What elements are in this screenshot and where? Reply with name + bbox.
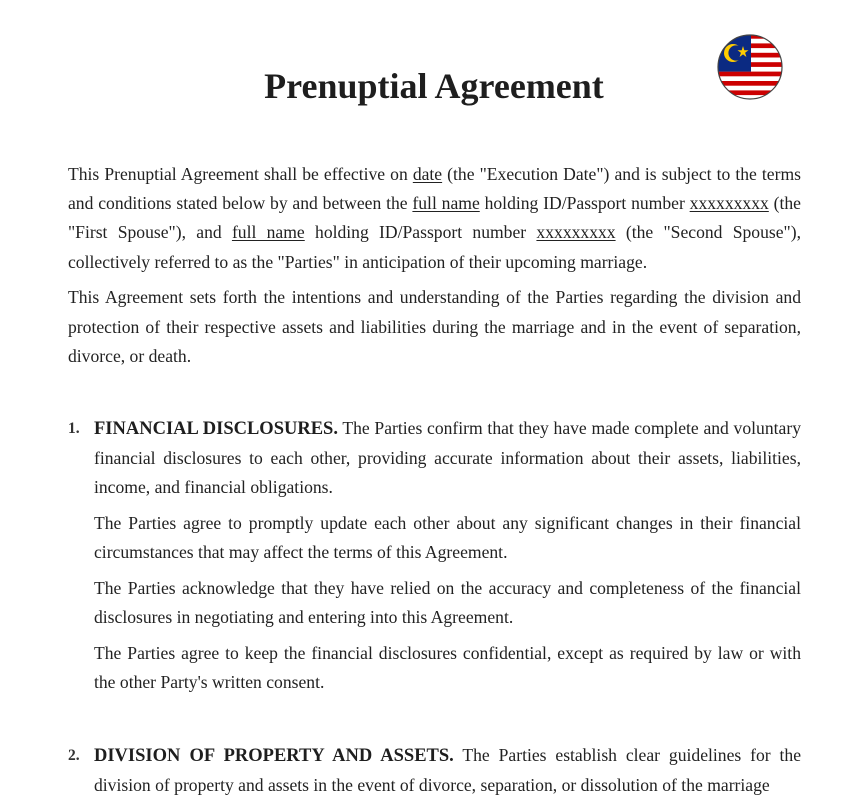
- section-lead-paragraph: DIVISION OF PROPERTY AND ASSETS. The Parties establish clear guidelines for the division of property and assets in the event of divorce, separation, or dissolution of the marriage: [94, 744, 802, 795]
- section-paragraph: The Parties acknowledge that they have relied on the accuracy and completeness of the financial disclosures in negotiating and entering into this Agreement.: [94, 578, 801, 628]
- page-title: Prenuptial Agreement: [264, 66, 604, 106]
- section-heading: FINANCIAL DISCLOSURES.: [94, 419, 338, 440]
- second-spouse-name-placeholder: full name: [231, 222, 305, 243]
- section-number: 1.: [68, 420, 80, 438]
- date-placeholder: date: [412, 164, 443, 184]
- purpose-paragraph: This Agreement sets forth the intentions and understanding of the Parties regarding the division and protection of their respective assets and liabilities during the marriage and in the event of separation, divorce, or death.: [68, 287, 801, 366]
- section-division-of-property: [68, 741, 801, 800]
- section-heading: DIVISION OF PROPERTY AND ASSETS.: [94, 745, 454, 766]
- section-financial-disclosures: [68, 414, 801, 698]
- section-lead-paragraph: FINANCIAL DISCLOSURES. The Parties confirm that they have made complete and voluntary financial disclosures to each other, providing accurate information about their assets, liabilities, income, and financial obligations.: [94, 418, 801, 498]
- first-spouse-id-placeholder: xxxxxxxxx: [689, 193, 769, 214]
- malaysia-flag-icon: [717, 34, 783, 100]
- section-paragraph: The Parties agree to promptly update each other about any significant changes in their financial circumstances that may affect the terms of this Agreement.: [94, 513, 801, 563]
- first-spouse-name-placeholder: full name: [412, 193, 480, 214]
- section-number: 2.: [68, 746, 80, 764]
- document-body: [68, 160, 801, 800]
- intro-paragraph: This Prenuptial Agreement shall be effective on date (the "Execution Date") and is subject to the terms and conditions stated below by and between the full name holding ID/Passport number xxxxxxxxx (the "First Spouse"), and full name holding ID/Passport number xxxxxxxxx (the "Second Spouse"), collectively referred to as the "Parties" in anticipation of their upcoming marriage.: [68, 164, 801, 272]
- second-spouse-id-placeholder: xxxxxxxxx: [536, 222, 616, 243]
- section-paragraph: The Parties agree to keep the financial disclosures confidential, except as required by law or with the other Party's written consent.: [94, 643, 801, 693]
